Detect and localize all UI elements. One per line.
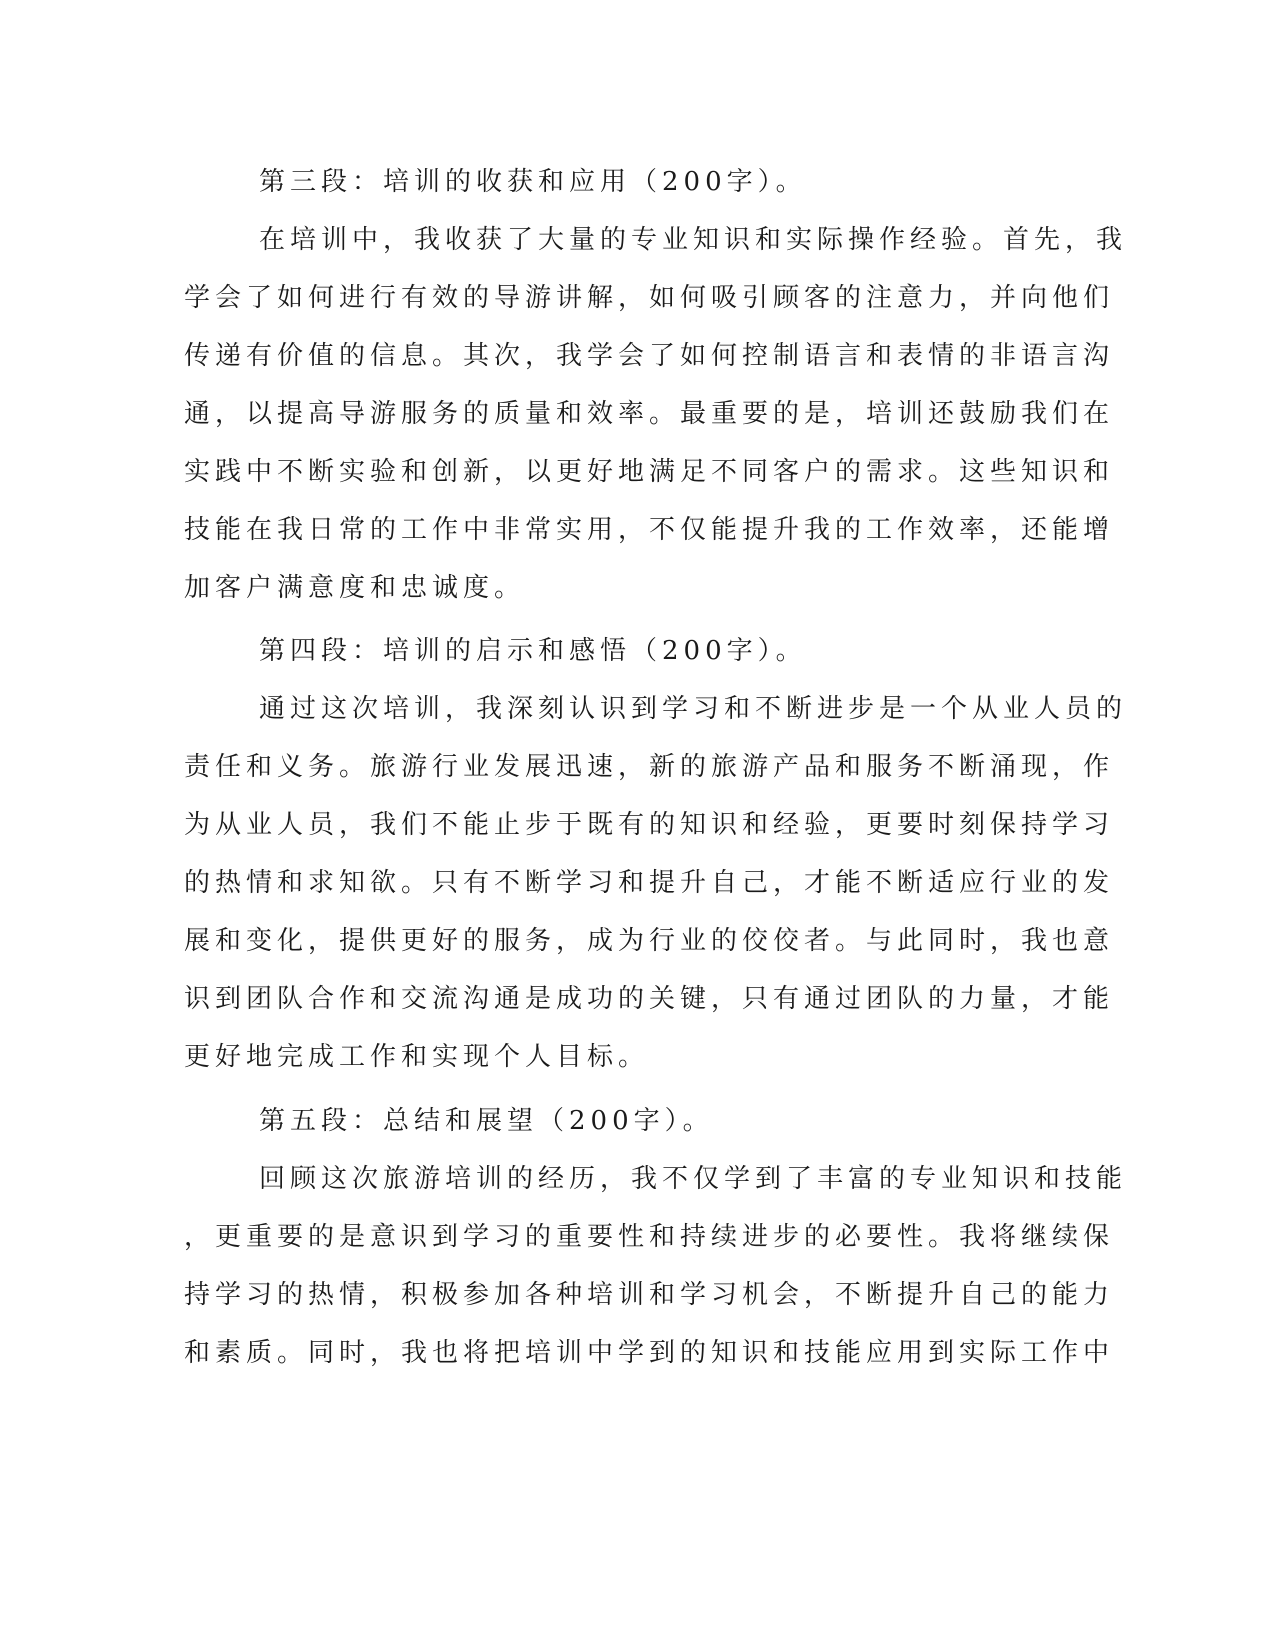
- paragraph-line: 在培训中，我收获了大量的专业知识和实际操作经验。首先，我: [259, 225, 1128, 255]
- paragraph-line: 通过这次培训，我深刻认识到学习和不断进步是一个从业人员的: [259, 694, 1128, 724]
- paragraph-line: 展和变化，提供更好的服务，成为行业的佼佼者。与此同时，我也意: [184, 926, 1115, 956]
- paragraph-line: 的热情和求知欲。只有不断学习和提升自己，才能不断适应行业的发: [184, 868, 1115, 898]
- section-heading-4: 第四段：培训的启示和感悟（200字）。: [259, 636, 807, 666]
- paragraph-line: 识到团队合作和交流沟通是成功的关键，只有通过团队的力量，才能: [184, 984, 1115, 1014]
- paragraph-line: 学会了如何进行有效的导游讲解，如何吸引顾客的注意力，并向他们: [184, 283, 1115, 313]
- paragraph-line: 持学习的热情，积极参加各种培训和学习机会，不断提升自己的能力: [184, 1280, 1115, 1310]
- section-heading-3: 第三段：培训的收获和应用（200字）。: [259, 167, 807, 197]
- paragraph-line: 更好地完成工作和实现个人目标。: [184, 1042, 650, 1072]
- paragraph-line: 传递有价值的信息。其次，我学会了如何控制语言和表情的非语言沟: [184, 341, 1115, 371]
- paragraph-line: 加客户满意度和忠诚度。: [184, 573, 526, 603]
- paragraph-line: 实践中不断实验和创新，以更好地满足不同客户的需求。这些知识和: [184, 457, 1115, 487]
- paragraph-line: 技能在我日常的工作中非常实用，不仅能提升我的工作效率，还能增: [184, 515, 1115, 545]
- section-heading-5: 第五段：总结和展望（200字）。: [259, 1106, 714, 1136]
- paragraph-line: 责任和义务。旅游行业发展迅速，新的旅游产品和服务不断涌现，作: [184, 752, 1115, 782]
- paragraph-line: 回顾这次旅游培训的经历，我不仅学到了丰富的专业知识和技能: [259, 1164, 1128, 1194]
- paragraph-line: 为从业人员，我们不能止步于既有的知识和经验，更要时刻保持学习: [184, 810, 1115, 840]
- paragraph-line: ，更重要的是意识到学习的重要性和持续进步的必要性。我将继续保: [184, 1222, 1115, 1252]
- paragraph-line: 和素质。同时，我也将把培训中学到的知识和技能应用到实际工作中: [184, 1338, 1115, 1368]
- paragraph-line: 通，以提高导游服务的质量和效率。最重要的是，培训还鼓励我们在: [184, 399, 1115, 429]
